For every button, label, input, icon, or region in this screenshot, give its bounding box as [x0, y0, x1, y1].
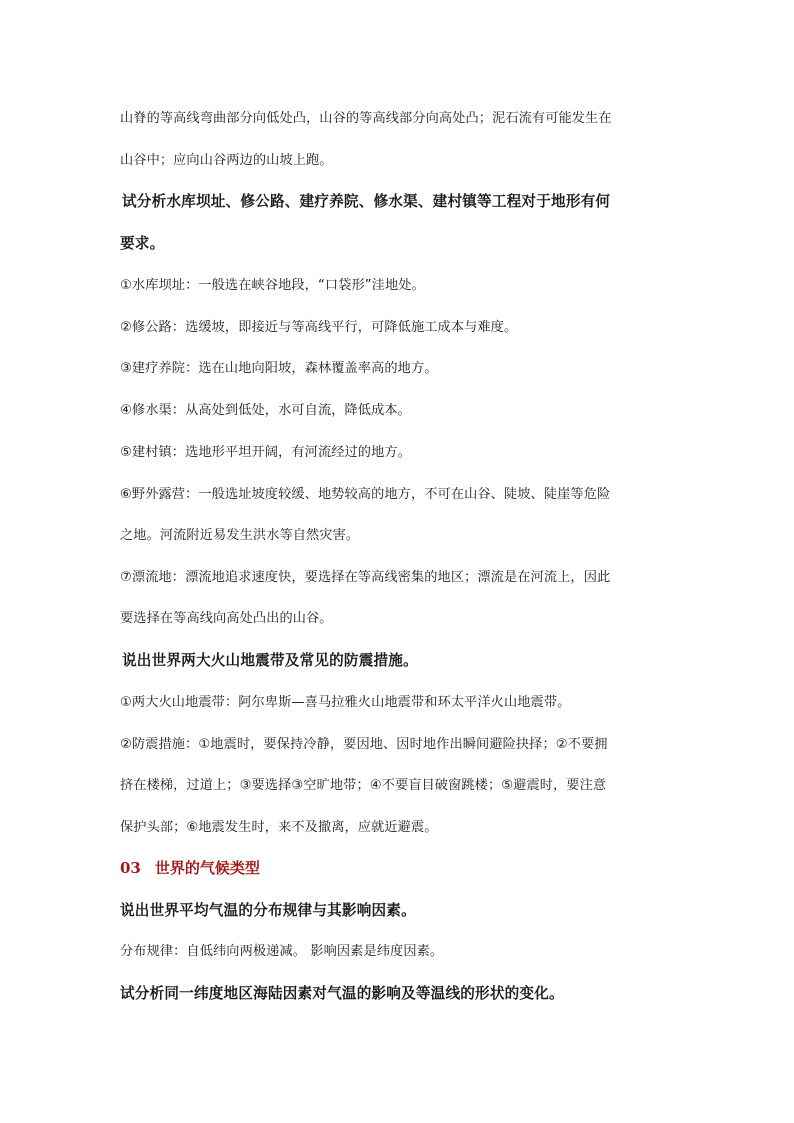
answer-item: 分布规律：自低纬向两极递减。 影响因素是纬度因素。: [120, 944, 444, 959]
answer-item: ⑥野外露营：一般选址坡度较缓、地势较高的地方，不可在山谷、陡坡、陡崖等危险: [120, 487, 611, 502]
answer-item: ①水库坝址：一般选在峡谷地段，“口袋形”洼地处。: [120, 278, 425, 293]
question-heading: 试分析同一纬度地区海陆因素对气温的影响及等温线的形状的变化。: [120, 985, 564, 1002]
question-heading: 说出世界平均气温的分布规律与其影响因素。: [120, 902, 416, 919]
answer-item: ③建疗养院：选在山地向阳坡，森林覆盖率高的地方。: [120, 361, 438, 376]
answer-item: ⑤建村镇：选地形平坦开阔，有河流经过的地方。: [120, 445, 411, 460]
answer-item: 之地。河流附近易发生洪水等自然灾害。: [120, 528, 360, 543]
section-number: 03: [120, 859, 141, 877]
section-title: 世界的气候类型: [154, 859, 260, 877]
answer-item: 要选择在等高线向高处凸出的山谷。: [120, 611, 333, 626]
answer-item: ①两大火山地震带：阿尔卑斯—喜马拉雅火山地震带和环太平洋火山地震带。: [120, 695, 571, 710]
answer-item: 保护头部；⑥地震发生时，来不及撤离，应就近避震。: [120, 820, 438, 835]
text-line: 山谷中；应向山谷两边的山坡上跑。: [120, 153, 333, 168]
text-line: 山脊的等高线弯曲部分向低处凸，山谷的等高线部分向高处凸；泥石流有可能发生在: [120, 111, 612, 126]
question-heading: 说出世界两大火山地震带及常见的防震措施。: [122, 652, 418, 669]
section-heading: [120, 858, 260, 878]
answer-item: ⑦漂流地：漂流地追求速度快，要选择在等高线密集的地区；漂流是在河流上，因此: [120, 570, 611, 585]
answer-item: 挤在楼梯，过道上；③要选择③空旷地带；④不要盲目破窗跳楼；⑤避震时，要注意: [120, 778, 607, 793]
answer-item: ②修公路：选缓坡，即接近与等高线平行，可降低施工成本与难度。: [120, 320, 518, 335]
answer-item: ④修水渠：从高处到低处，水可自流，降低成本。: [120, 403, 411, 418]
question-heading: 试分析水库坝址、修公路、建疗养院、修水渠、建村镇等工程对于地形有何: [122, 193, 611, 210]
answer-item: ②防震措施：①地震时，要保持冷静，要因地、因时地作出瞬间避险抉择；②不要拥: [120, 737, 608, 752]
question-heading: 要求。: [120, 235, 165, 252]
